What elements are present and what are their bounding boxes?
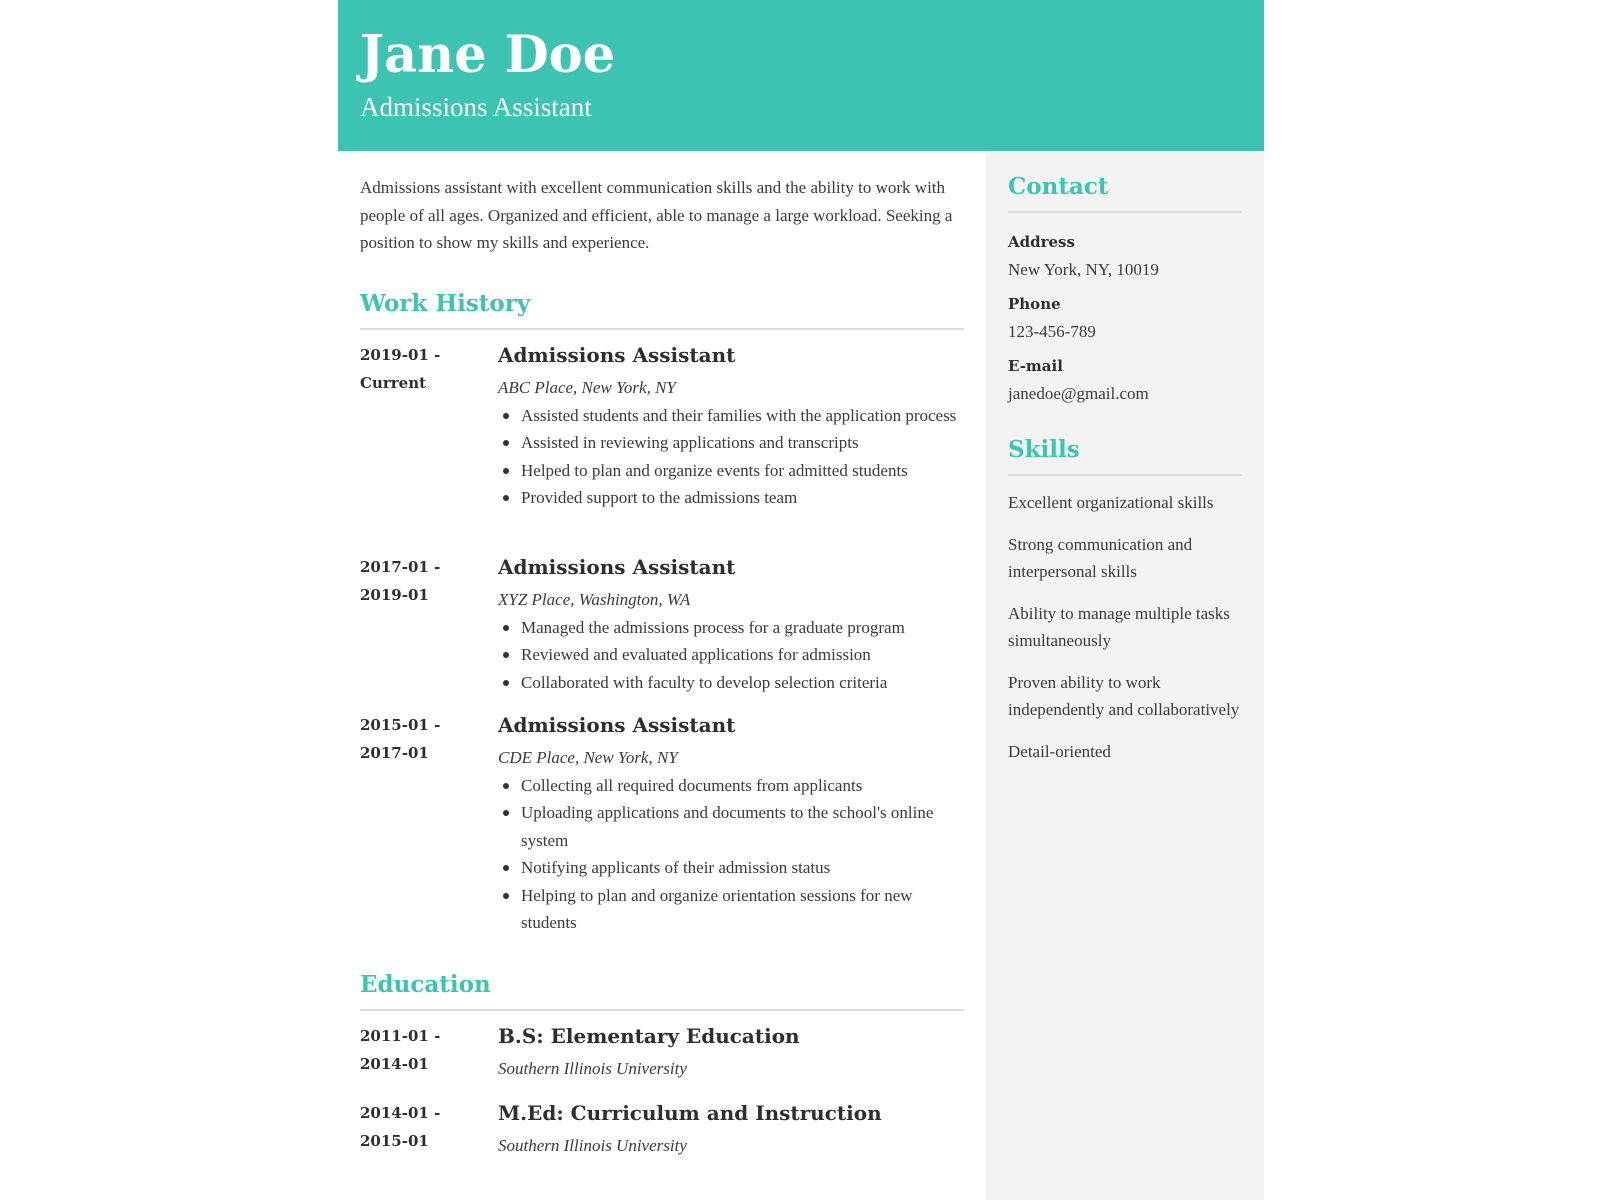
list-item-text: Helping to plan and organize orientation sessions for new students [521,885,913,932]
degree: B.S: Elementary Education [498,1024,800,1048]
school: Southern Illinois University [498,1136,687,1155]
address-value: New York, NY, 10019 [1008,260,1159,279]
duties-list [498,402,964,512]
job-title: Admissions Assistant [498,555,736,579]
education-heading: Education [360,969,964,1011]
work-entry-dates [360,342,480,397]
list-item [498,429,964,457]
date-start: 2015-01 - [360,716,441,734]
list-item [498,484,964,512]
education-entry-body [498,1100,964,1160]
list-item [498,614,964,642]
bullet-icon [503,680,509,686]
list-item [498,402,964,430]
bullet-icon [503,810,509,816]
education-entry-dates [360,1100,480,1155]
list-item-text: Assisted students and their families with the application process [521,405,957,425]
list-item-text: Assisted in reviewing applications and transcripts [521,433,859,452]
work-entry-body [498,712,964,937]
bullet-icon [503,625,509,631]
work-entry-body [498,554,964,696]
school: Southern Illinois University [498,1059,687,1078]
bullet-icon [503,495,509,501]
duties-list [498,772,964,937]
bullet-icon [503,440,509,446]
list-item [498,854,964,882]
email-label: E-mail [1008,357,1063,375]
education-entry-body [498,1023,964,1083]
date-end: 2014-01 [360,1054,429,1073]
bullet-icon [503,413,509,419]
education-entry-dates [360,1023,480,1078]
work-entry-dates [360,554,480,609]
list-item [498,799,964,854]
list-item-text: Uploading applications and documents to the school's online system [521,803,934,850]
date-end: 2019-01 [360,585,429,604]
employer: XYZ Place, Washington, WA [498,590,691,609]
list-item-text: Collaborated with faculty to develop selection criteria [521,672,888,692]
employer: ABC Place, New York, NY [498,378,676,397]
list-item [498,882,964,937]
skills-heading: Skills [1008,434,1242,476]
list-item-text: Collecting all required documents from applicants [521,775,863,795]
candidate-title: Admissions Assistant [360,92,592,122]
date-start: 2017-01 - [360,558,441,576]
list-item [498,641,964,669]
resume-page [338,0,1264,1200]
date-end: 2017-01 [360,743,429,762]
professional-summary: Admissions assistant with excellent communication skills and the ability to work with people of all ages. Organized and efficient, able to manage a large workload. Seeking a position to show my skills and experience. [360,178,953,252]
date-end: 2015-01 [360,1131,429,1150]
degree: M.Ed: Curriculum and Instruction [498,1101,882,1125]
resume-header [338,0,1264,151]
bullet-icon [503,893,509,899]
list-item [498,772,964,800]
duties-list [498,614,964,697]
skills-list [1008,489,1242,779]
work-entry-body [498,342,964,512]
date-start: 2011-01 - [360,1027,441,1045]
skill-item: Strong communication and interpersonal skills [1008,534,1193,581]
list-item-text: Notifying applicants of their admission status [521,858,831,877]
skill-item: Ability to manage multiple tasks simultaneously [1008,603,1230,650]
employer: CDE Place, New York, NY [498,748,678,767]
candidate-name: Jane Doe [360,25,616,85]
bullet-icon [503,468,509,474]
list-item [498,669,964,697]
phone-label: Phone [1008,295,1061,313]
work-history-heading: Work History [360,288,964,330]
bullet-icon [503,865,509,871]
date-start: 2019-01 - [360,346,441,364]
list-item [498,457,964,485]
bullet-icon [503,783,509,789]
skill-item: Proven ability to work independently and collaboratively [1008,672,1240,719]
job-title: Admissions Assistant [498,343,736,367]
list-item-text: Reviewed and evaluated applications for admission [521,645,871,664]
date-start: 2014-01 - [360,1104,441,1122]
skill-item: Detail-oriented [1008,741,1111,761]
list-item-text: Managed the admissions process for a graduate program [521,617,905,637]
list-item-text: Provided support to the admissions team [521,488,798,507]
sidebar [986,151,1264,1200]
address-label: Address [1008,233,1075,251]
bullet-icon [503,652,509,658]
email-value: janedoe@gmail.com [1008,384,1149,403]
skill-item: Excellent organizational skills [1008,493,1214,512]
work-entry-dates [360,712,480,767]
job-title: Admissions Assistant [498,713,736,737]
date-end: Current [360,373,427,392]
contact-heading: Contact [1008,171,1242,213]
list-item-text: Helped to plan and organize events for admitted students [521,460,908,480]
phone-value: 123-456-789 [1008,322,1096,341]
